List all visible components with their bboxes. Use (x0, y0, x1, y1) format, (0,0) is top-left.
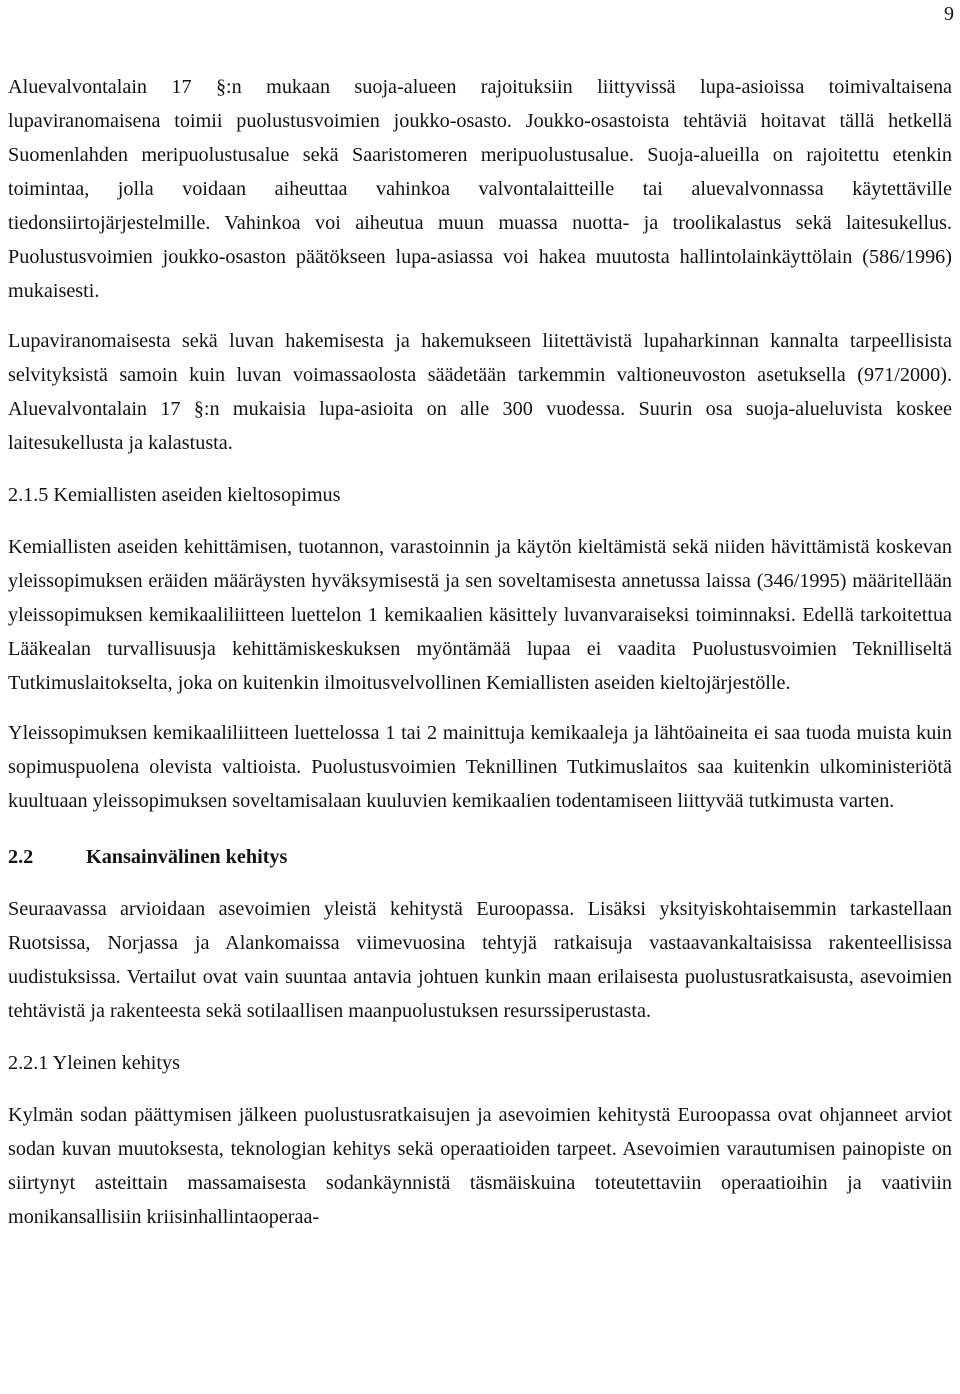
paragraph-yleinen-kehitys: Kylmän sodan päättymisen jälkeen puolustusratkaisujen ja asevoimien kehitystä Euroopassa ovat ohjanneet arviot sodan kuvan muutoksesta, teknologian kehitys sekä operaatioiden tarpeet. Asevoimien varautumisen painopiste on siirtynyt asteittain massamaisesta sodankäynnistä täsmäiskuina toteutettaviin operaatioihin ja vaativiin monikansallisiin kriisinhallintaoperaa- (8, 1104, 952, 1228)
page-number: 9 (944, 3, 954, 25)
section-title: Kansainvälinen kehitys (86, 846, 288, 868)
paragraph-lupaviranomainen: Lupaviranomaisesta sekä luvan hakemisesta ja hakemukseen liitettävistä lupaharkinnan kannalta tarpeellisista selvityksistä samoin kuin luvan voimassaolosta säädetään tarkemmin valtioneuvoston asetuksella (971/2000). Aluevalvontalain 17 §:n mukaisia lupa-asioita on alle 300 vuodessa. Suurin osa suoja-alueluvista koskee laitesukellusta ja kalastusta. (8, 330, 952, 454)
subheading-2-1-5: 2.1.5 Kemiallisten aseiden kieltosopimus (8, 484, 341, 506)
section-heading-2-2 (8, 840, 952, 874)
paragraph-kemialliset-aseet-2: Yleissopimuksen kemikaaliliitteen luettelossa 1 tai 2 mainittuja kemikaaleja ja lähtöaineita ei saa tuoda muista kuin sopimuspuolena olevista valtioista. Puolustusvoimien Teknillinen Tutkimuslaitos saa kuitenkin ulkoministeriötä kuultuaan yleissopimuksen soveltamisalaan kuuluvien kemikaalien todentamiseen liittyvää tutkimusta varten. (8, 722, 952, 812)
document-body (8, 70, 952, 1234)
paragraph-kemialliset-aseet-1: Kemiallisten aseiden kehittämisen, tuotannon, varastoinnin ja käytön kieltämistä sekä niiden hävittämistä koskevan yleissopimuksen eräiden määräysten hyväksymisestä ja sen soveltamisesta annetussa laissa (346/1995) määritellään yleissopimuksen kemikaaliliitteen luettelon 1 kemikaalien käsittely luvanvaraiseksi toiminnaksi. Edellä tarkoitettua Lääkealan turvallisuusja kehittämiskeskuksen myöntämää lupaa ei vaadita Puolustusvoimien Teknilliseltä Tutkimuslaitokselta, joka on kuitenkin ilmoitusvelvollinen Kemiallisten aseiden kieltojärjestölle. (8, 536, 952, 694)
paragraph-aluevalvonta-lupa: Aluevalvontalain 17 §:n mukaan suoja-alueen rajoituksiin liittyvissä lupa-asioissa toimivaltaisena lupaviranomaisena toimii puolustusvoimien joukko-osasto. Joukko-osastoista tehtäviä hoitavat tällä hetkellä Suomenlahden meripuolustusalue sekä Saaristomeren meripuolustusalue. Suoja-alueilla on rajoitettu etenkin toimintaa, jolla voidaan aiheuttaa vahinkoa valvontalaitteille tai aluevalvonnassa käytettäville tiedonsiirtojärjestelmille. Vahinkoa voi aiheutua muun muassa nuotta- ja troolikalastus sekä laitesukellus. Puolustusvoimien joukko-osaston päätökseen lupa-asiassa voi hakea muutosta hallintolainkäyttölain (586/1996) mukaisesti. (8, 76, 952, 302)
paragraph-kansainvalinen-kehitys: Seuraavassa arvioidaan asevoimien yleistä kehitystä Euroopassa. Lisäksi yksityiskohtaisemmin tarkastellaan Ruotsissa, Norjassa ja Alankomaissa viimevuosina tehtyjä ratkaisuja vastaavankaltaisissa rakenteellisissa uudistuksissa. Vertailut ovat vain suuntaa antavia johtuen kunkin maan erilaisesta puolustusratkaisusta, asevoimien tehtävistä ja rakenteesta sekä sotilaallisen maanpuolustuksen resurssiperustasta. (8, 898, 952, 1022)
section-number: 2.2 (8, 846, 34, 868)
subheading-2-2-1: 2.2.1 Yleinen kehitys (8, 1052, 180, 1074)
